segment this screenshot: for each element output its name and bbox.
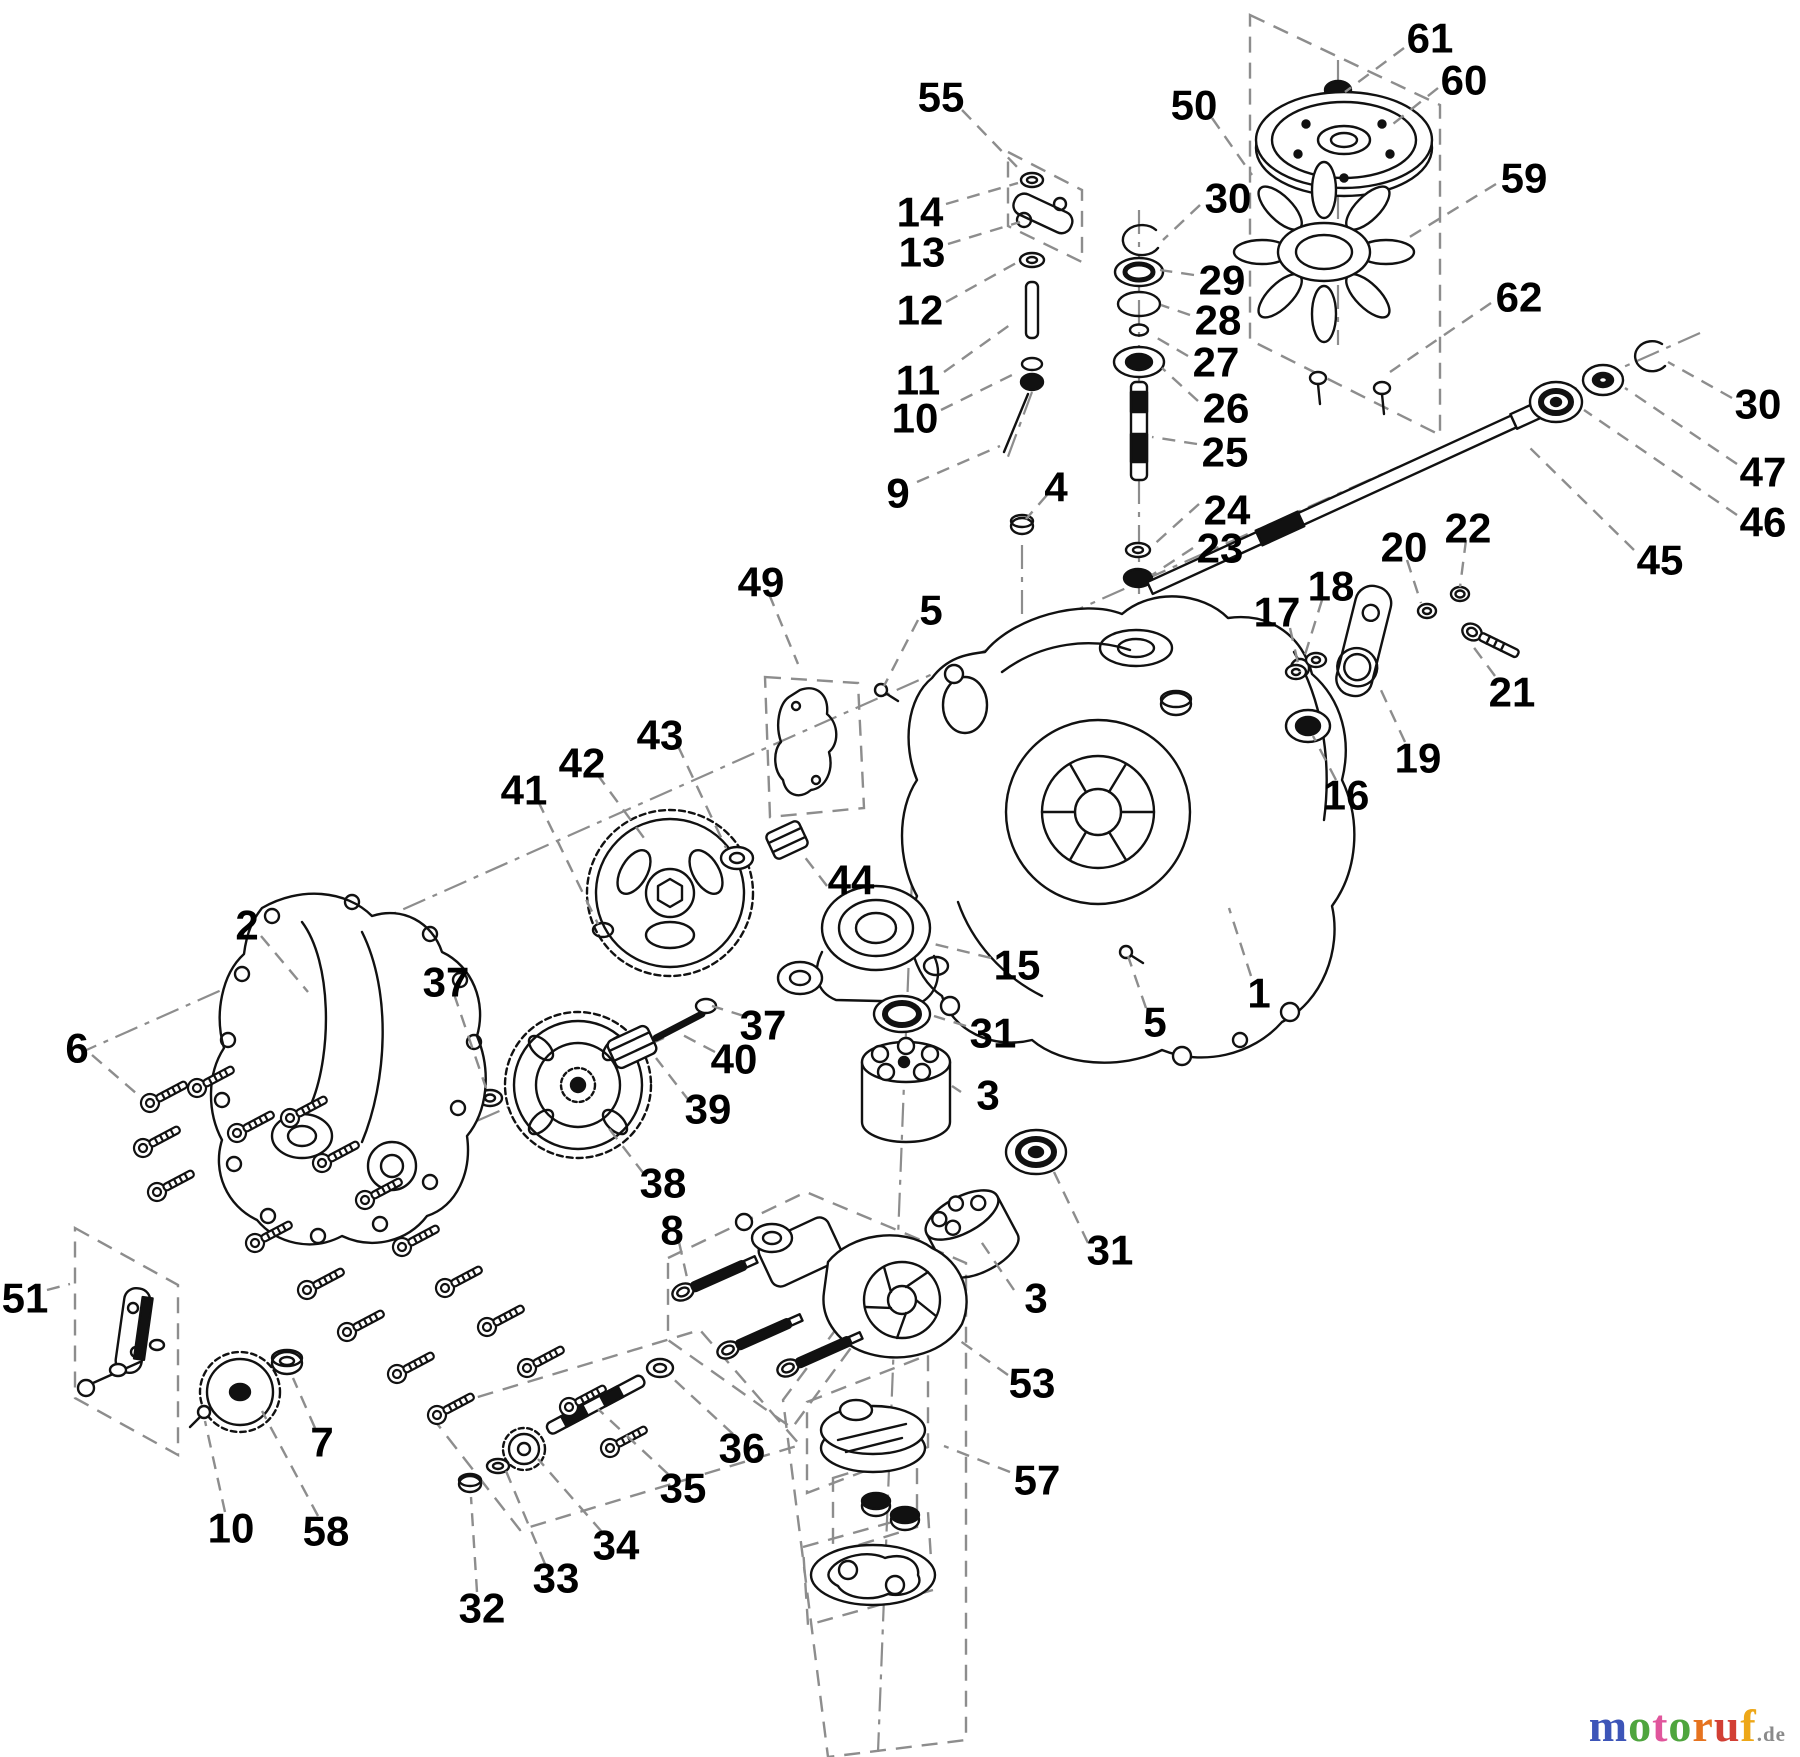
callout-4: 4 [1044,463,1068,511]
leader-line [804,856,827,886]
fan-pulley-assembly [1234,81,1432,414]
leader-line [1408,184,1496,238]
cover-screw-icon [433,1261,486,1300]
callout-7: 7 [310,1418,334,1466]
brand-letter: o [1668,1700,1693,1751]
callout-18: 18 [1307,562,1355,610]
callout-42: 42 [558,739,606,787]
callout-15: 15 [993,941,1041,989]
leader-line [962,110,1020,170]
callout-21: 21 [1488,668,1536,716]
callout-36: 36 [718,1424,766,1472]
brand-letter: f [1740,1700,1757,1751]
callout-10: 10 [891,394,939,442]
callout-26: 26 [1202,384,1250,432]
callout-22: 22 [1444,504,1492,552]
callout-55: 55 [917,73,965,121]
pump-bolt-icon [715,1310,805,1362]
callout-39: 39 [684,1085,732,1133]
pump-bolt-icon [670,1252,760,1304]
callout-34: 34 [592,1521,640,1569]
cover-screw-icon [145,1165,198,1204]
callout-33: 33 [532,1554,580,1602]
gasket [775,688,836,795]
callout-51: 51 [1,1274,49,1322]
callout-46: 46 [1739,498,1787,546]
callout-31: 31 [969,1009,1017,1057]
leader-line [1584,410,1737,515]
callout-38: 38 [639,1159,687,1207]
leader-line [1161,305,1190,315]
callout-9: 9 [886,469,910,517]
callout-16: 16 [1322,771,1370,819]
part-drawings [78,81,1665,1605]
brand-tld: .de [1756,1722,1786,1746]
leader-line [1345,48,1404,92]
charge-pump-group [670,1214,967,1380]
callout-27: 27 [1192,338,1240,386]
leader-line [506,1471,545,1564]
leader-line [92,1055,137,1094]
callout-35: 35 [659,1464,707,1512]
callout-20: 20 [1380,523,1428,571]
callout-50: 50 [1170,81,1218,129]
callout-59: 59 [1500,154,1548,202]
callout-43: 43 [636,711,684,759]
leader-line [980,1240,1014,1290]
leader-line [1150,504,1199,548]
callout-12: 12 [896,286,944,334]
callout-23: 23 [1196,524,1244,572]
cover-screw-icon [131,1121,184,1160]
brand-letter: m [1588,1700,1629,1751]
leader-line [946,262,1018,302]
callout-32: 32 [458,1584,506,1632]
callout-58: 58 [302,1507,350,1555]
callout-30: 30 [1734,380,1782,428]
leader-line [1152,437,1197,444]
axis-line [1006,392,1032,462]
callout-45: 45 [1636,536,1684,584]
callout-5: 5 [919,586,943,634]
brand-letter: t [1652,1700,1669,1751]
callout-60: 60 [1440,56,1488,104]
motoruf-logo[interactable] [1588,1700,1786,1751]
leader-line [1212,118,1252,175]
callout-37: 37 [422,958,470,1006]
callout-57: 57 [1013,1456,1061,1504]
leader-line [1054,1172,1088,1243]
cover-screw-icon [138,1076,191,1115]
brand-letter: r [1692,1700,1714,1751]
brand-letter: o [1628,1700,1653,1751]
callout-49: 49 [737,558,785,606]
callout-31: 31 [1086,1226,1134,1274]
leader-line [884,620,918,686]
leader-line [47,1284,70,1290]
callout-13: 13 [898,228,946,276]
upper-gear-cluster [587,810,809,976]
callout-62: 62 [1495,273,1543,321]
leader-line [1668,362,1732,398]
cooling-fan [1234,162,1414,342]
callout-11: 11 [895,356,941,404]
callout-25: 25 [1201,428,1249,476]
leader-line [677,1032,715,1052]
vent-nut [1011,515,1033,534]
leader-line [1528,446,1634,550]
brake-gear-group [190,1350,302,1432]
callout-14: 14 [896,188,944,236]
callout-6: 6 [65,1024,89,1072]
callout-30: 30 [1204,174,1252,222]
callout-41: 41 [500,766,548,814]
spline-coupler [765,820,809,861]
callout-3: 3 [976,1071,1000,1119]
dashed-reference-box [765,677,864,817]
leader-line [538,801,598,924]
brake-kit [78,1287,164,1396]
leader-line [944,322,1014,372]
callout-44: 44 [827,856,875,904]
callout-53: 53 [1008,1359,1056,1407]
callout-19: 19 [1394,734,1442,782]
cover-screw-icon [425,1388,478,1427]
pump-bolt-icon [775,1328,865,1380]
callout-40: 40 [710,1035,758,1083]
cover-screw-icon [515,1341,568,1380]
callout-2: 2 [235,901,259,949]
cover-screw-icon [385,1347,438,1386]
leader-line [956,1338,1008,1375]
leader-line [205,1421,225,1512]
leader-line [1163,205,1200,240]
mount-bolt-icon [1460,620,1522,661]
callout-37: 37 [739,1001,787,1049]
cover-screw-icon [475,1300,528,1339]
callout-29: 29 [1198,256,1246,304]
center-section-group [778,886,950,1142]
leader-line [944,1446,1010,1472]
motor-shaft-group [459,1359,673,1492]
fan-screw-icon [1310,372,1390,414]
leader-line [471,1497,477,1592]
callout-1: 1 [1247,969,1271,1017]
control-bracket-stack [1004,173,1076,452]
cover-screw-icon [598,1421,651,1460]
cover-screw-icon [295,1263,348,1302]
callout-47: 47 [1739,448,1787,496]
callout-24: 24 [1203,486,1251,534]
leader-line [1625,388,1737,464]
callout-17: 17 [1253,588,1301,636]
callout-10: 10 [207,1504,255,1552]
cover-screw-icon [335,1305,388,1344]
callout-5: 5 [1143,998,1167,1046]
leader-line [952,1086,961,1092]
callout-61: 61 [1406,14,1454,62]
callout-3: 3 [1024,1274,1048,1322]
leader-line [917,446,1000,482]
callout-28: 28 [1194,296,1242,344]
leader-line [941,372,1018,410]
leader-line [1160,270,1194,275]
brand-letter: u [1713,1700,1741,1751]
lower-gear-cluster [478,999,716,1158]
callout-8: 8 [660,1206,684,1254]
